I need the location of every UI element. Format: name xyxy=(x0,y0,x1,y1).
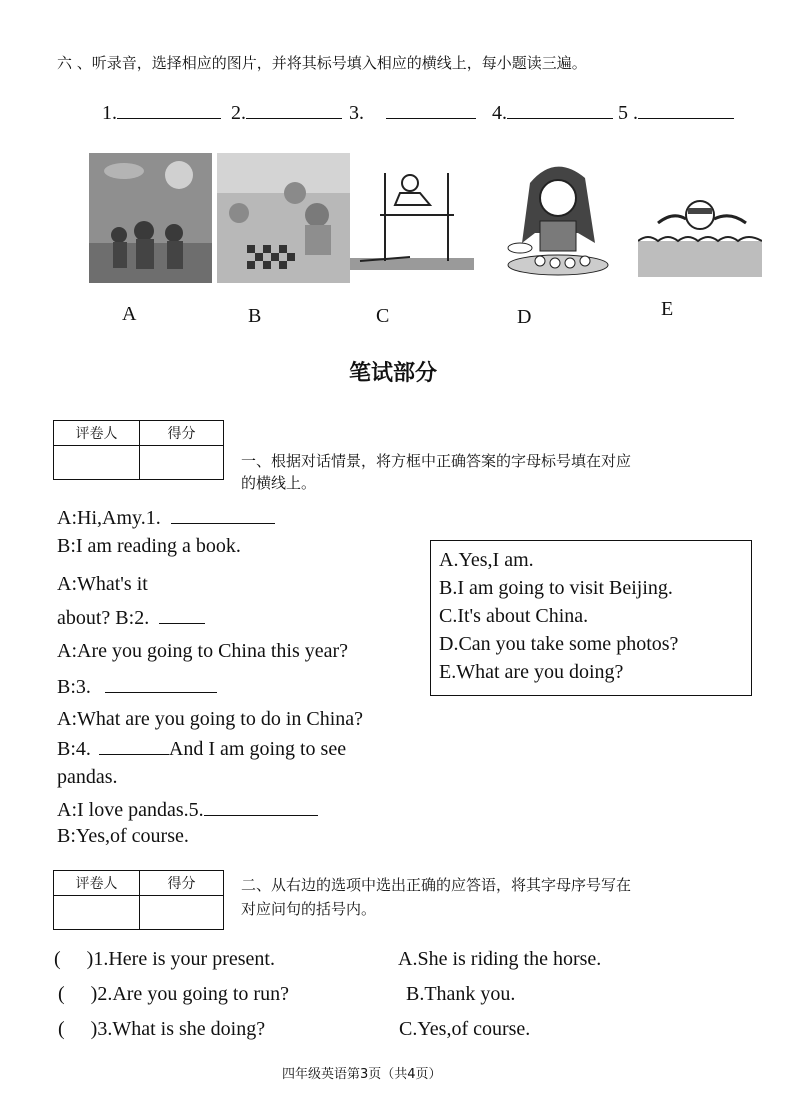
part2-instruction-line2: 对应问句的括号内。 xyxy=(241,900,377,918)
dialog-line-8: B:4. And I am going to see xyxy=(57,738,347,760)
score-table-1 xyxy=(53,420,224,480)
part1-instruction-line2: 的横线上。 xyxy=(241,474,317,492)
grader-header: 评卷人 xyxy=(54,871,140,896)
written-section-title: 笔试部分 xyxy=(349,361,438,386)
dialog-line-10: A:I love pandas.5. xyxy=(57,797,318,822)
picture-c-illustration xyxy=(350,153,474,283)
picture-label-b: B xyxy=(248,305,262,327)
dialog-line-1: A:Hi,Amy.1. xyxy=(57,505,275,530)
listening-blank-4: 4. xyxy=(492,100,613,125)
picture-label-a: A xyxy=(122,303,137,325)
picture-e-illustration xyxy=(638,153,762,283)
picture-e-swimming xyxy=(638,153,762,283)
answer-blank-5[interactable] xyxy=(204,797,318,816)
picture-label-e: E xyxy=(661,298,674,320)
score-header: 得分 xyxy=(140,871,224,896)
dialog-line-3: A:What's it xyxy=(57,573,148,595)
answer-a: A.She is riding the horse. xyxy=(398,948,602,970)
grader-cell[interactable] xyxy=(54,896,140,930)
option-e: E.What are you doing? xyxy=(439,661,624,683)
dialog-line-5: A:Are you going to China this year? xyxy=(57,640,349,662)
picture-label-c: C xyxy=(376,305,390,327)
picture-a-illustration xyxy=(89,153,212,283)
question-2: ( )2.Are you going to run? xyxy=(58,983,289,1005)
page-footer: 四年级英语第3页（共4页） xyxy=(282,1067,442,1082)
picture-label-d: D xyxy=(517,306,532,328)
score-header: 得分 xyxy=(140,421,224,446)
dialog-line-4: about? B:2. xyxy=(57,605,205,630)
picture-b-chess xyxy=(217,153,351,283)
option-c: C.It's about China. xyxy=(439,605,589,627)
score-cell[interactable] xyxy=(140,896,224,930)
score-table-2 xyxy=(53,870,224,930)
listening-blank-3: 3. xyxy=(349,100,476,125)
option-d: D.Can you take some photos? xyxy=(439,633,679,655)
answer-b: B.Thank you. xyxy=(406,983,516,1005)
answer-c: C.Yes,of course. xyxy=(399,1018,531,1040)
listening-blank-5: 5 . xyxy=(618,100,734,125)
part2-instruction-line1: 二、从右边的选项中选出正确的应答语，将其字母序号写在 xyxy=(241,876,632,894)
listening-blank-1: 1. xyxy=(102,100,221,125)
answer-blank-1[interactable] xyxy=(171,505,275,524)
question-3: ( )3.What is she doing? xyxy=(58,1018,266,1040)
dialog-line-6: B:3. xyxy=(57,674,217,699)
grader-header: 评卷人 xyxy=(54,421,140,446)
section6-heading: 六 、听录音，选择相应的图片，并将其标号填入相应的横线上，每小题读三遍。 xyxy=(57,54,587,72)
answer-blank-3[interactable] xyxy=(105,674,217,693)
option-a: A.Yes,I am. xyxy=(439,549,534,571)
dialog-line-11: B:Yes,of course. xyxy=(57,825,189,847)
dialog-line-7: A:What are you going to do in China? xyxy=(57,708,364,730)
dialog-line-9: pandas. xyxy=(57,766,118,788)
picture-c-high-bar xyxy=(350,153,474,283)
picture-d-illustration xyxy=(500,153,618,283)
question-1: ( )1.Here is your present. xyxy=(54,948,275,970)
listening-blank-2: 2. xyxy=(231,100,342,125)
picture-d-girl-eating xyxy=(500,153,618,283)
score-cell[interactable] xyxy=(140,446,224,480)
answer-blank-4[interactable] xyxy=(99,736,169,755)
answer-blank-2[interactable] xyxy=(159,605,205,624)
option-b: B.I am going to visit Beijing. xyxy=(439,577,673,599)
part1-instruction-line1: 一、根据对话情景，将方框中正确答案的字母标号填在对应 xyxy=(241,452,632,470)
grader-cell[interactable] xyxy=(54,446,140,480)
dialog-line-2: B:I am reading a book. xyxy=(57,535,241,557)
answer-options-box xyxy=(430,540,752,696)
picture-a-night-scene xyxy=(89,153,212,283)
picture-b-illustration xyxy=(217,153,351,283)
